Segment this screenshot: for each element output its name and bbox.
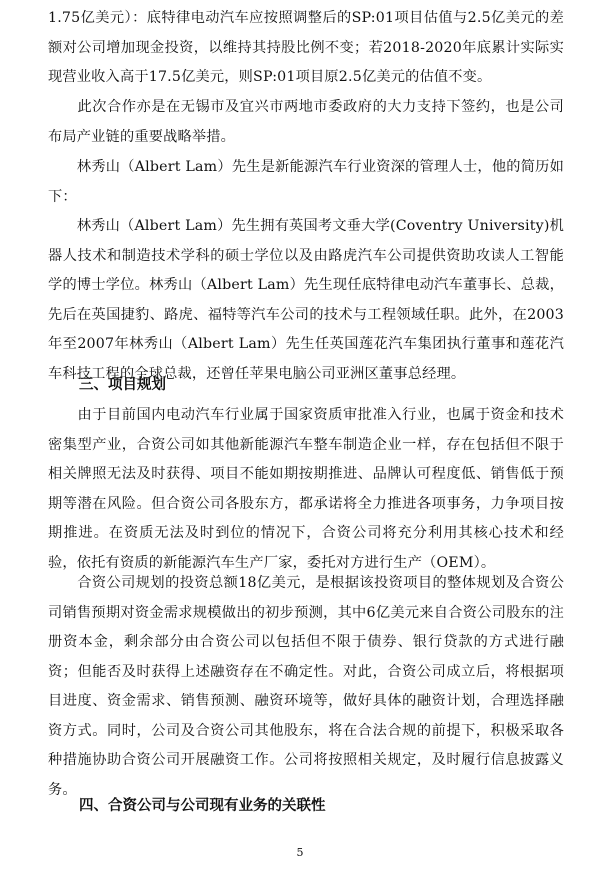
section-heading-business-relation: 四、合资公司与公司现有业务的关联性 <box>79 798 326 814</box>
paragraph-risk-factors: 由于目前国内电动汽车行业属于国家资质审批准入行业，也属于资金和技术密集型产业，合资公司如其他新能源汽车整车制造企业一样，存在包括但不限于相关牌照无法及时获得、项目不能如期按期推进、品牌认可程度低、销售低于预期等潜在风险。但合资公司各股东方，都承诺将全力推进各项事务，力争项目按期推进。在资质无法及时到位的情况下，合资公司将充分利用其核心技术和经验，依托有资质的新能源汽车生产厂家，委托对方进行生产（OEM）。 <box>48 407 564 571</box>
paragraph-albert-lam-resume: 林秀山（Albert Lam）先生拥有英国考文垂大学(Coventry University)机器人技术和制造技术学科的硕士学位以及由路虎汽车公司提供资助攻读人工智能学的博士学位。林秀山（Albert Lam）先生现任底特律电动汽车董事长、总裁，先后在英国捷豹、路虎、福特等汽车公司的技术与工程领域任职。此外，在2003年至2007年林秀山（Albert Lam）先生任英国莲花汽车集团执行董事和莲花汽车科技工程的全球总裁，还曾任苹果电脑公司亚洲区董事总经理。 <box>48 218 564 382</box>
paragraph-government-support: 此次合作亦是在无锡市及宜兴市两地市委政府的大力支持下签约，也是公司布局产业链的重要战略举措。 <box>48 99 564 145</box>
paragraph-albert-lam-intro: 林秀山（Albert Lam）先生是新能源汽车行业资深的管理人士，他的简历如下： <box>48 159 564 205</box>
paragraph-investment-financing: 合资公司规划的投资总额18亿美元，是根据该投资项目的整体规划及合资公司销售预期对资金需求规模做出的初步预测，其中6亿美元来自合资公司股东的注册资本金，剩余部分由合资公司以包括但不限于债券、银行贷款的方式进行融资；但能否及时获得上述融资存在不确定性。对此，合资公司成立后，将根据项目进度、资金需求、销售预测、融资环境等，做好具体的融资计划，合理选择融资方式。同时，公司及合资公司其他股东，将在合法合规的前提下，积极采取各种措施协助合资公司开展融资工作。公司将按照相关规定，及时履行信息披露义务。 <box>48 575 564 798</box>
page-number: 5 <box>296 846 304 859</box>
section-heading-project-planning: 三、项目规划 <box>79 377 166 393</box>
paragraph-valuation-terms: 1.75亿美元）：底特律电动汽车应按照调整后的SP:01项目估值与2.5亿美元的差额对公司增加现金投资，以维持其持股比例不变；若2018-2020年底累计实际实现营业收入高于17.5亿美元，则SP:01项目原2.5亿美元的估值不变。 <box>48 10 564 85</box>
